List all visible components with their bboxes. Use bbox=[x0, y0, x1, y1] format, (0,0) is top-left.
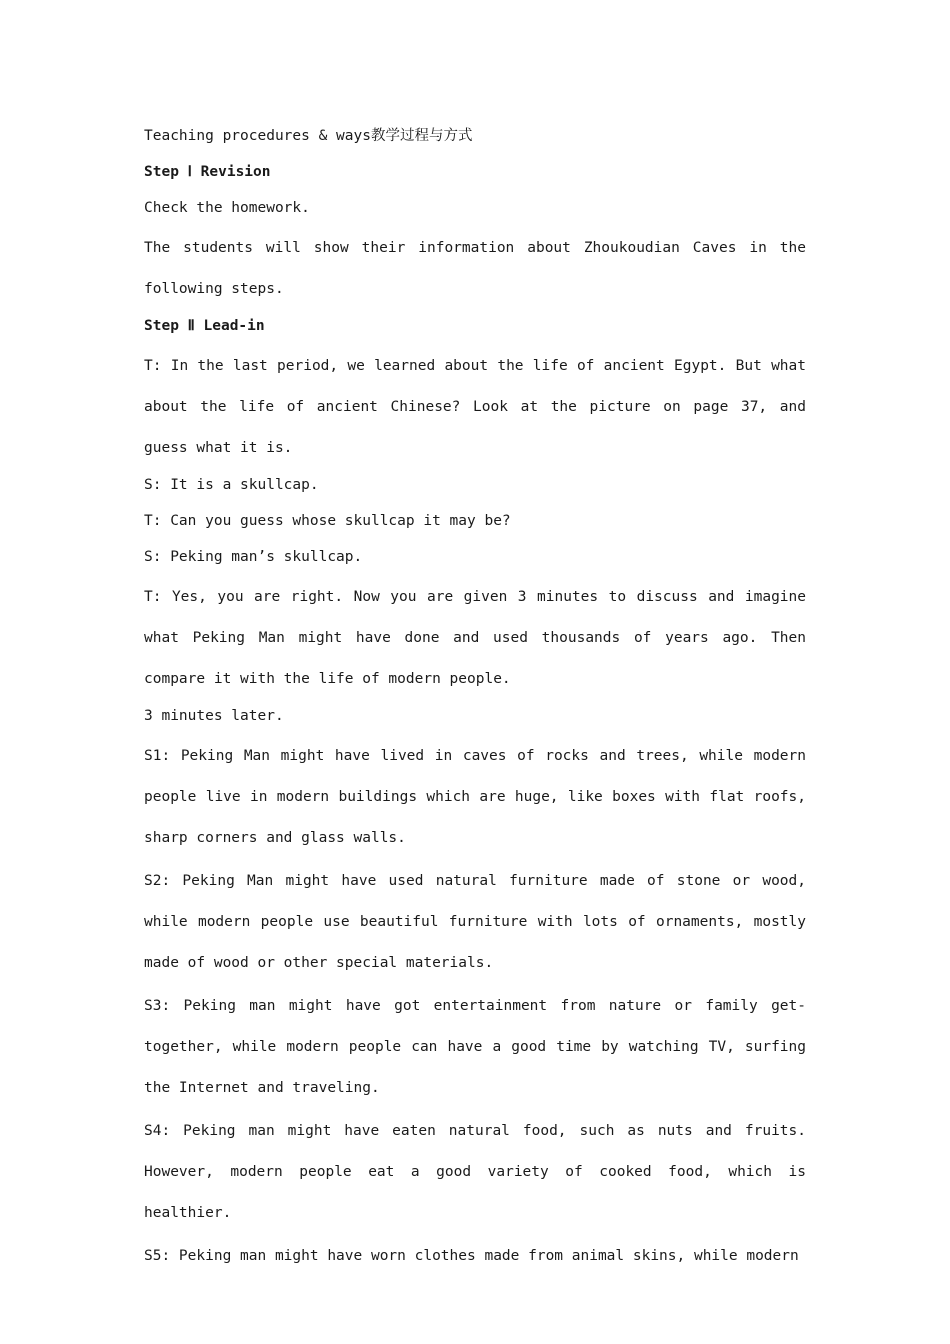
step-2-heading: Step Ⅱ Lead-in bbox=[144, 318, 265, 334]
student-line-2: S: Peking man’s skullcap. bbox=[144, 549, 363, 565]
student-response-4: S4: Peking man might have eaten natural food, such as nuts and fruits. However, modern people eat a good variety of cooked food, which is healthier. bbox=[144, 1123, 806, 1221]
student-line-1: S: It is a skullcap. bbox=[144, 477, 319, 493]
step-1-heading: Step Ⅰ Revision bbox=[144, 164, 271, 180]
student-response-3: S3: Peking man might have got entertainment from nature or family get-together, while modern people can have a good time by watching TV, surfing the Internet and traveling. bbox=[144, 998, 806, 1096]
teacher-line-1: T: In the last period, we learned about the life of ancient Egypt. But what about the life of ancient Chinese? Look at the picture on page 37, and guess what it is. bbox=[144, 358, 806, 456]
teacher-line-3: T: Yes, you are right. Now you are given 3 minutes to discuss and imagine what Peking Man might have done and used thousands of years ago. Then compare it with the life of modern people. bbox=[144, 589, 806, 687]
three-minutes-later-line: 3 minutes later. bbox=[144, 708, 284, 724]
student-response-5: S5: Peking man might have worn clothes made from animal skins, while modern bbox=[144, 1248, 799, 1264]
section-title: Teaching procedures & ways教学过程与方式 bbox=[144, 128, 473, 144]
student-response-2: S2: Peking Man might have used natural furniture made of stone or wood, while modern people use beautiful furniture with lots of ornaments, mostly made of wood or other special materials. bbox=[144, 873, 806, 971]
students-show-paragraph: The students will show their information about Zhoukoudian Caves in the following steps. bbox=[144, 240, 806, 297]
teacher-line-2: T: Can you guess whose skullcap it may be? bbox=[144, 513, 511, 529]
document-body bbox=[144, 126, 806, 1283]
check-homework-line: Check the homework. bbox=[144, 200, 310, 216]
student-response-1: S1: Peking Man might have lived in caves of rocks and trees, while modern people live in modern buildings which are huge, like boxes with flat roofs, sharp corners and glass walls. bbox=[144, 748, 806, 846]
